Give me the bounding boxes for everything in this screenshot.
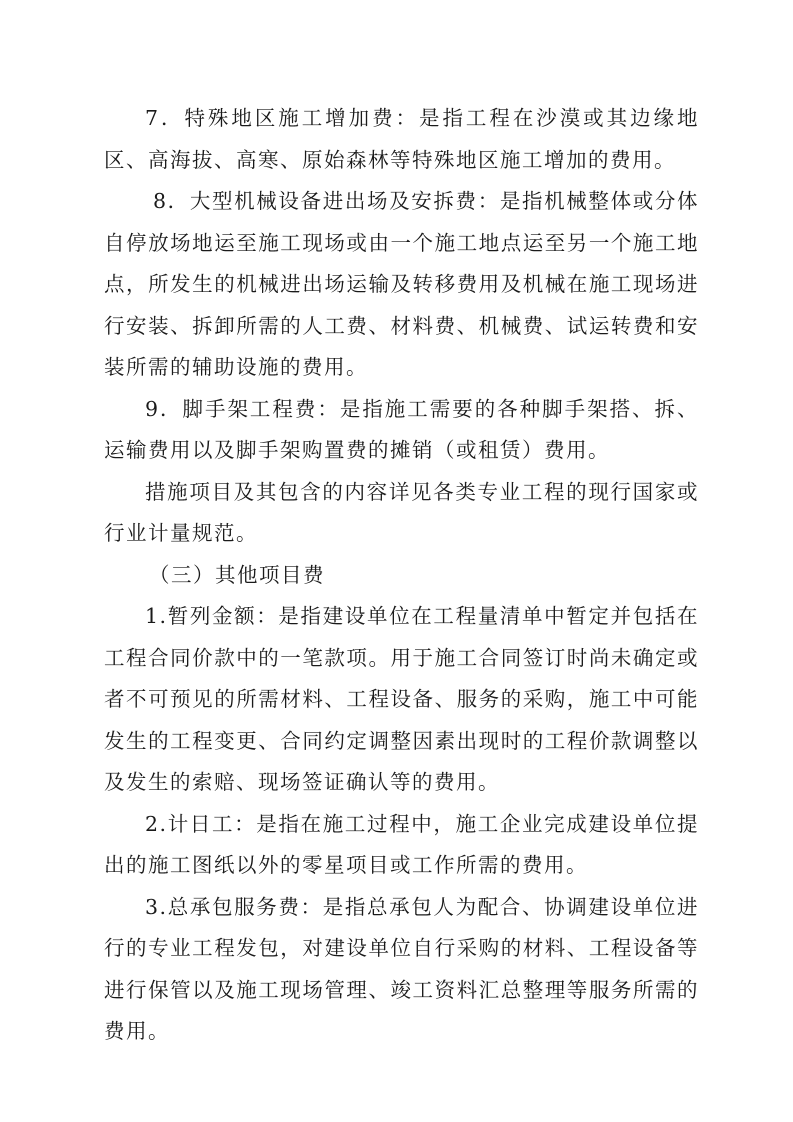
paragraph-daywork: 2.计日工：是指在施工过程中，施工企业完成建设单位提出的施工图纸以外的零星项目或工作所需的费用。 [104, 811, 699, 877]
section-heading-other-items: （三）其他项目费 [149, 562, 325, 587]
paragraph-general-contract-service-fee: 3.总承包服务费：是指总承包人为配合、协调建设单位进行的专业工程发包，对建设单位自行采购的材料、工程设备等进行保管以及施工现场管理、竣工资料汇总整理等服务所需的费用。 [104, 894, 699, 1043]
paragraph-scaffolding-fee: 9．脚手架工程费：是指施工需要的各种脚手架搭、拆、运输费用以及脚手架购置费的摊销（或租赁）费用。 [104, 396, 699, 462]
document-body [104, 98, 699, 1053]
paragraph-large-machinery-fee: 8．大型机械设备进出场及安拆费：是指机械整体或分体自停放场地运至施工现场或由一个施工地点运至另一个施工地点，所发生的机械进出场运输及转移费用及机械在施工现场进行安装、拆卸所需的人工费、材料费、机械费、试运转费和安装所需的辅助设施的费用。 [104, 189, 699, 379]
paragraph-special-area-fee: 7．特殊地区施工增加费：是指工程在沙漠或其边缘地区、高海拔、高寒、原始森林等特殊地区施工增加的费用。 [104, 106, 699, 172]
paragraph-provisional-sum: 1.暂列金额：是指建设单位在工程量清单中暂定并包括在工程合同价款中的一笔款项。用于施工合同签订时尚未确定或者不可预见的所需材料、工程设备、服务的采购，施工中可能发生的工程变更、合同约定调整因素出现时的工程价款调整以及发生的索赔、现场签证确认等的费用。 [104, 604, 699, 794]
paragraph-measures-note: 措施项目及其包含的内容详见各类专业工程的现行国家或行业计量规范。 [104, 479, 699, 545]
